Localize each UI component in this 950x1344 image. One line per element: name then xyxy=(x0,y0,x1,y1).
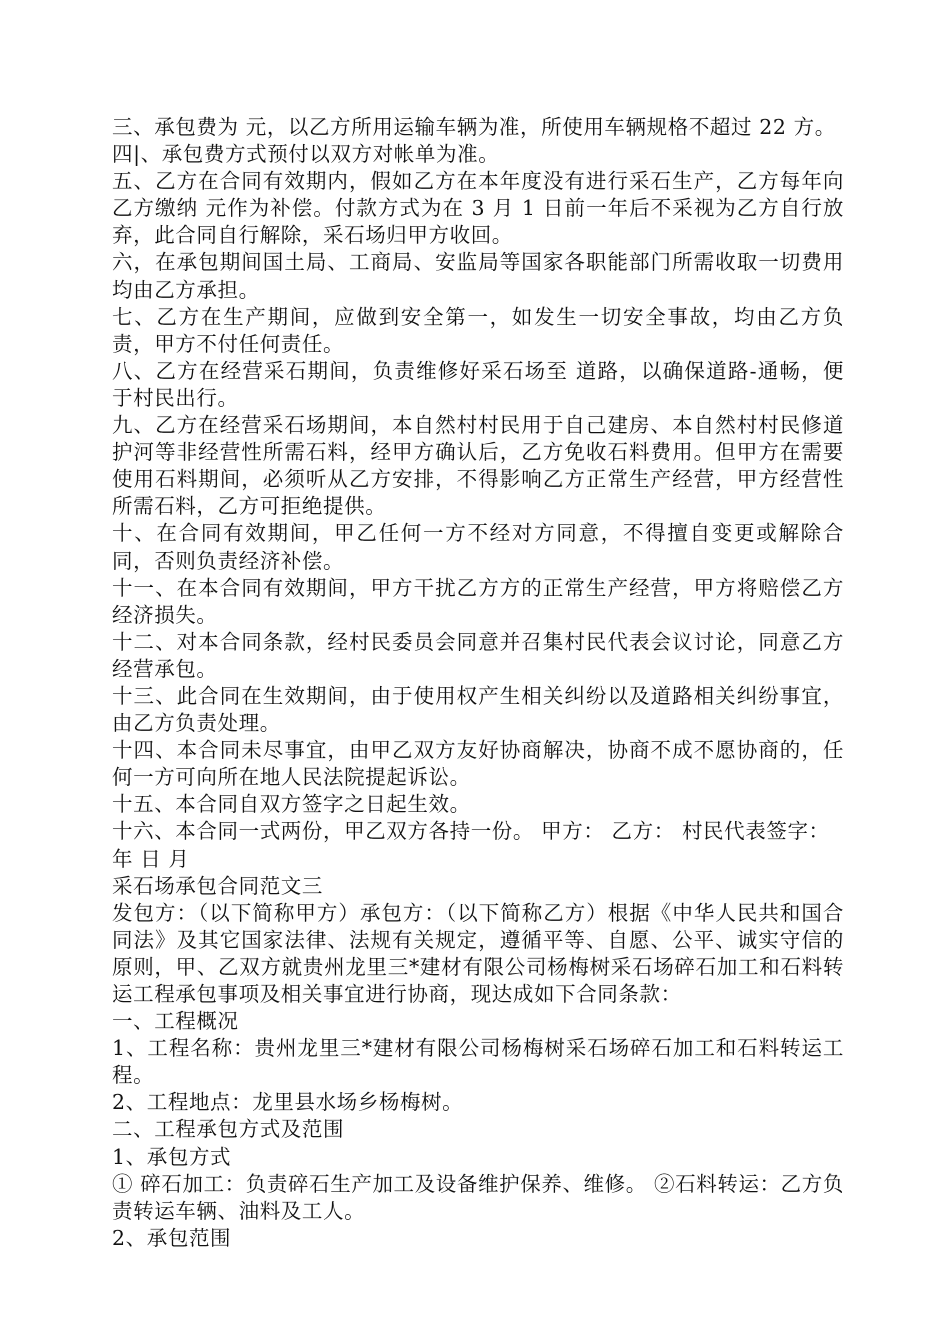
preamble: 发包方：（以下简称甲方）承包方：（以下简称乙方）根据《中华人民共和国合同法》及其它国家法律、法规有关规定，遵循平等、自愿、公平、诚实守信的原则，甲、乙双方就贵州龙里三*建材有限公司杨梅树采石场碎石加工和石料转运工程承包事项及相关事宜进行协商，现达成如下合同条款： xyxy=(112,900,844,1006)
clause-15-effective: 十五、本合同自双方签字之日起生效。 xyxy=(112,792,471,817)
clause-7-safety: 七、乙方在生产期间，应做到安全第一，如发生一切安全事故，均由乙方负责，甲方不付任何责任。 xyxy=(112,304,844,356)
clause-8-road: 八、乙方在经营采石期间，负责维修好采石场至 道路，以确保道路-通畅，便于村民出行。 xyxy=(112,358,844,410)
contract-method-detail: ① 碎石加工：负责碎石生产加工及设备维护保养、维修。 ②石料转运：乙方负责转运车辆、油料及工人。 xyxy=(112,1171,844,1223)
project-location: 2、工程地点：龙里县水场乡杨梅树。 xyxy=(112,1090,464,1115)
clause-12-approval: 十二、对本合同条款，经村民委员会同意并召集村民代表会议讨论，同意乙方经营承包。 xyxy=(112,629,844,681)
clause-6-fees: 六，在承包期间国土局、工商局、安监局等国家各职能部门所需收取一切费用均由乙方承担。 xyxy=(112,250,844,302)
clause-11-interference: 十一、在本合同有效期间，甲方干扰乙方方的正常生产经营，甲方将赔偿乙方经济损失。 xyxy=(112,575,844,627)
heading-contract-scope: 二、工程承包方式及范围 xyxy=(112,1117,345,1142)
section-title: 采石场承包合同范文三 xyxy=(112,873,323,898)
clause-3-fee: 三、承包费为 元，以乙方所用运输车辆为准，所使用车辆规格不超过 22 方。 xyxy=(112,115,836,139)
date-line: 年 日 月 xyxy=(112,846,190,871)
project-name: 1、工程名称：贵州龙里三*建材有限公司杨梅树采石场碎石加工和石料转运工程。 xyxy=(112,1036,844,1088)
clause-10-changes: 十、在合同有效期间，甲乙任何一方不经对方同意，不得擅自变更或解除合同，否则负责经济补偿。 xyxy=(112,521,844,573)
clause-5-compensation: 五、乙方在合同有效期内，假如乙方在本年度没有进行采石生产，乙方每年向乙方缴纳 元作为补偿。付款方式为在 3 月 1 日前一年后不采视为乙方自行放弃，此合同自行解除，采石场归甲方收回。 xyxy=(112,169,844,248)
clause-4-payment-method: 四|、承包费方式预付以双方对帐单为准。 xyxy=(112,142,500,167)
clause-16-signatures: 十六、本合同一式两份，甲乙双方各持一份。 甲方： 乙方： 村民代表签字： xyxy=(112,819,830,844)
clause-14-litigation: 十四、本合同未尽事宜，由甲乙双方友好协商解决，协商不成不愿协商的，任何一方可向所在地人民法院提起诉讼。 xyxy=(112,738,844,790)
subheading-contract-scope: 2、承包范围 xyxy=(112,1225,232,1250)
heading-project-overview: 一、工程概况 xyxy=(112,1009,239,1034)
clause-13-disputes: 十三、此合同在生效期间，由于使用权产生相关纠纷以及道路相关纠纷事宜，由乙方负责处理。 xyxy=(112,683,844,736)
clause-9-villager-stone: 九、乙方在经营采石场期间，本自然村村民用于自己建房、本自然村村民修道护河等非经营性所需石料，经甲方确认后，乙方免收石料费用。但甲方在需要使用石料期间，必须听从乙方安排，不得影响乙方正常生产经营，甲方经营性所需石料，乙方可拒绝提供。 xyxy=(112,413,844,519)
subheading-contract-method: 1、承包方式 xyxy=(112,1144,232,1169)
document-body xyxy=(112,114,844,1252)
